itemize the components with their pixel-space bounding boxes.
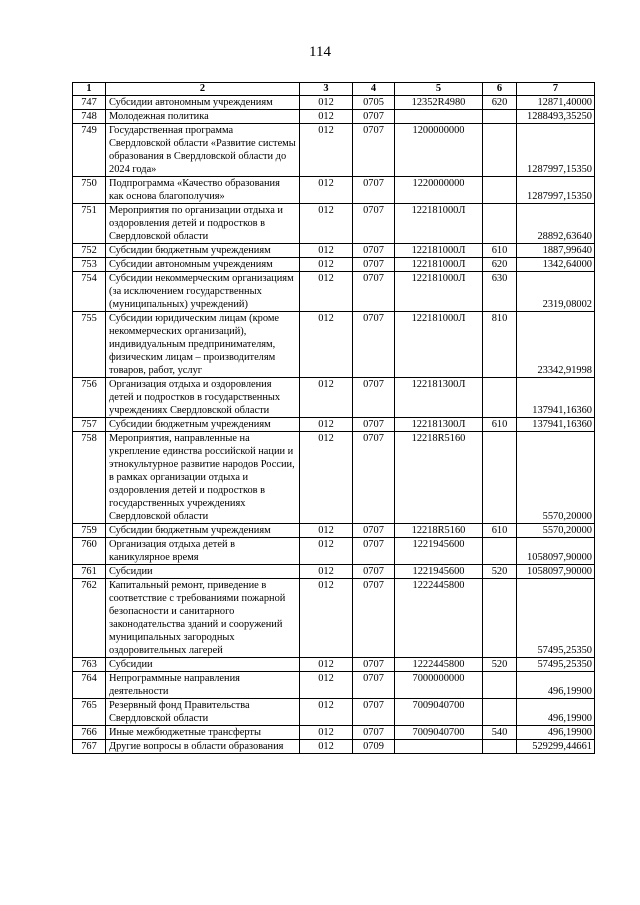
target-article-cell: 122181300Л [395,378,483,418]
table-row [73,378,595,418]
code-cell: 012 [300,312,353,378]
target-article-cell [395,740,483,754]
row-number-cell: 763 [73,658,106,672]
expense-type-cell: 610 [483,244,517,258]
code-cell: 012 [300,658,353,672]
target-article-cell: 122181300Л [395,418,483,432]
amount-cell: 2319,08002 [517,272,595,312]
expense-type-cell: 810 [483,312,517,378]
section-cell: 0707 [353,432,395,524]
item-name-cell: Другие вопросы в области образования [106,740,300,754]
target-article-cell: 1220000000 [395,177,483,204]
code-cell: 012 [300,124,353,177]
amount-cell: 1887,99640 [517,244,595,258]
amount-cell: 57495,25350 [517,579,595,658]
expense-type-cell [483,672,517,699]
code-cell: 012 [300,699,353,726]
section-cell: 0707 [353,699,395,726]
code-cell: 012 [300,579,353,658]
target-article-cell: 122181000Л [395,312,483,378]
item-name-cell: Мероприятия, направленные на укрепление единства российской нации и этнокультурное развитие народов России, в рамках организации отдыха и оздоровления детей и подростков в государственных учреждениях Свердловской области [106,432,300,524]
expense-type-cell [483,378,517,418]
item-name-cell: Непрограммные направления деятельности [106,672,300,699]
section-cell: 0707 [353,110,395,124]
row-number-cell: 755 [73,312,106,378]
item-name-cell: Государственная программа Свердловской области «Развитие системы образования в Свердловской области до 2024 года» [106,124,300,177]
column-header: 6 [483,83,517,96]
row-number-cell: 762 [73,579,106,658]
target-article-cell: 1222445800 [395,658,483,672]
expense-type-cell [483,699,517,726]
row-number-cell: 752 [73,244,106,258]
expense-type-cell: 520 [483,565,517,579]
target-article-cell: 122181000Л [395,244,483,258]
amount-cell: 496,19900 [517,672,595,699]
table-body [73,96,595,754]
page-number: 114 [309,44,331,60]
table-row [73,740,595,754]
table-row [73,699,595,726]
section-cell: 0707 [353,312,395,378]
section-cell: 0707 [353,177,395,204]
code-cell: 012 [300,244,353,258]
section-cell: 0707 [353,579,395,658]
table-row [73,726,595,740]
table-row [73,658,595,672]
row-number-cell: 757 [73,418,106,432]
code-cell: 012 [300,96,353,110]
table-row [73,312,595,378]
target-article-cell: 12352R4980 [395,96,483,110]
item-name-cell: Иные межбюджетные трансферты [106,726,300,740]
column-header: 4 [353,83,395,96]
row-number-cell: 754 [73,272,106,312]
table-row [73,258,595,272]
item-name-cell: Молодежная политика [106,110,300,124]
expense-type-cell: 610 [483,418,517,432]
target-article-cell: 7009040700 [395,699,483,726]
table-row [73,177,595,204]
amount-cell: 529299,44661 [517,740,595,754]
amount-cell: 1342,64000 [517,258,595,272]
expense-type-cell: 620 [483,258,517,272]
expense-type-cell [483,110,517,124]
target-article-cell: 122181000Л [395,258,483,272]
section-cell: 0707 [353,538,395,565]
code-cell: 012 [300,672,353,699]
row-number-cell: 749 [73,124,106,177]
column-header: 2 [106,83,300,96]
item-name-cell: Резервный фонд Правительства Свердловской области [106,699,300,726]
expense-type-cell [483,432,517,524]
target-article-cell: 1221945600 [395,538,483,565]
table-row [73,96,595,110]
section-cell: 0707 [353,204,395,244]
table-row [73,204,595,244]
expense-type-cell: 540 [483,726,517,740]
amount-cell: 28892,63640 [517,204,595,244]
item-name-cell: Субсидии бюджетным учреждениям [106,244,300,258]
expense-type-cell [483,579,517,658]
section-cell: 0707 [353,418,395,432]
table-header-row [73,83,595,96]
table-row [73,432,595,524]
amount-cell: 1287997,15350 [517,177,595,204]
section-cell: 0707 [353,244,395,258]
section-cell: 0707 [353,565,395,579]
section-cell: 0707 [353,378,395,418]
amount-cell: 137941,16360 [517,378,595,418]
code-cell: 012 [300,726,353,740]
amount-cell: 1058097,90000 [517,538,595,565]
item-name-cell: Субсидии бюджетным учреждениям [106,524,300,538]
item-name-cell: Субсидии автономным учреждениям [106,96,300,110]
section-cell: 0707 [353,726,395,740]
item-name-cell: Субсидии автономным учреждениям [106,258,300,272]
item-name-cell: Субсидии юридическим лицам (кроме некоммерческих организаций), индивидуальным предпринимателям, физическим лицам – производителям товаров, работ, услуг [106,312,300,378]
section-cell: 0707 [353,258,395,272]
amount-cell: 12871,40000 [517,96,595,110]
row-number-cell: 758 [73,432,106,524]
amount-cell: 1287997,15350 [517,124,595,177]
target-article-cell: 122181000Л [395,272,483,312]
code-cell: 012 [300,177,353,204]
item-name-cell: Подпрограмма «Качество образования как основа благополучия» [106,177,300,204]
row-number-cell: 764 [73,672,106,699]
target-article-cell: 122181000Л [395,204,483,244]
item-name-cell: Капитальный ремонт, приведение в соответствие с требованиями пожарной безопасности и санитарного законодательства зданий и сооружений муниципальных загородных оздоровительных лагерей [106,579,300,658]
amount-cell: 5570,20000 [517,524,595,538]
amount-cell: 5570,20000 [517,432,595,524]
budget-table [72,82,595,754]
item-name-cell: Субсидии [106,658,300,672]
row-number-cell: 756 [73,378,106,418]
amount-cell: 1058097,90000 [517,565,595,579]
code-cell: 012 [300,565,353,579]
code-cell: 012 [300,258,353,272]
target-article-cell: 12218R5160 [395,432,483,524]
column-header: 5 [395,83,483,96]
code-cell: 012 [300,110,353,124]
table-row [73,565,595,579]
target-article-cell [395,110,483,124]
expense-type-cell: 630 [483,272,517,312]
expense-type-cell [483,538,517,565]
code-cell: 012 [300,432,353,524]
item-name-cell: Организация отдыха и оздоровления детей и подростков в государственных учреждениях Свердловской области [106,378,300,418]
amount-cell: 57495,25350 [517,658,595,672]
section-cell: 0707 [353,124,395,177]
section-cell: 0707 [353,272,395,312]
amount-cell: 1288493,35250 [517,110,595,124]
expense-type-cell [483,124,517,177]
table-row [73,672,595,699]
row-number-cell: 765 [73,699,106,726]
target-article-cell: 1222445800 [395,579,483,658]
amount-cell: 496,19900 [517,726,595,740]
item-name-cell: Мероприятия по организации отдыха и оздоровления детей и подростков в Свердловской области [106,204,300,244]
target-article-cell: 1200000000 [395,124,483,177]
item-name-cell: Субсидии некоммерческим организациям (за исключением государственных (муниципальных) учреждений) [106,272,300,312]
expense-type-cell: 610 [483,524,517,538]
section-cell: 0709 [353,740,395,754]
table-row [73,579,595,658]
row-number-cell: 767 [73,740,106,754]
amount-cell: 496,19900 [517,699,595,726]
code-cell: 012 [300,740,353,754]
table-row [73,272,595,312]
row-number-cell: 750 [73,177,106,204]
row-number-cell: 759 [73,524,106,538]
row-number-cell: 748 [73,110,106,124]
code-cell: 012 [300,418,353,432]
row-number-cell: 761 [73,565,106,579]
target-article-cell: 1221945600 [395,565,483,579]
code-cell: 012 [300,204,353,244]
table-row [73,418,595,432]
row-number-cell: 766 [73,726,106,740]
code-cell: 012 [300,538,353,565]
item-name-cell: Субсидии бюджетным учреждениям [106,418,300,432]
section-cell: 0707 [353,524,395,538]
section-cell: 0707 [353,658,395,672]
amount-cell: 23342,91998 [517,312,595,378]
table-row [73,524,595,538]
expense-type-cell [483,740,517,754]
expense-type-cell [483,177,517,204]
amount-cell: 137941,16360 [517,418,595,432]
expense-type-cell: 520 [483,658,517,672]
expense-type-cell: 620 [483,96,517,110]
item-name-cell: Организация отдыха детей в каникулярное время [106,538,300,565]
table-row [73,538,595,565]
section-cell: 0707 [353,672,395,699]
code-cell: 012 [300,524,353,538]
row-number-cell: 753 [73,258,106,272]
table-row [73,244,595,258]
column-header: 3 [300,83,353,96]
item-name-cell: Субсидии [106,565,300,579]
code-cell: 012 [300,272,353,312]
section-cell: 0705 [353,96,395,110]
code-cell: 012 [300,378,353,418]
column-header: 1 [73,83,106,96]
target-article-cell: 12218R5160 [395,524,483,538]
column-header: 7 [517,83,595,96]
row-number-cell: 747 [73,96,106,110]
expense-type-cell [483,204,517,244]
target-article-cell: 7000000000 [395,672,483,699]
target-article-cell: 7009040700 [395,726,483,740]
row-number-cell: 760 [73,538,106,565]
row-number-cell: 751 [73,204,106,244]
table-row [73,124,595,177]
table-row [73,110,595,124]
